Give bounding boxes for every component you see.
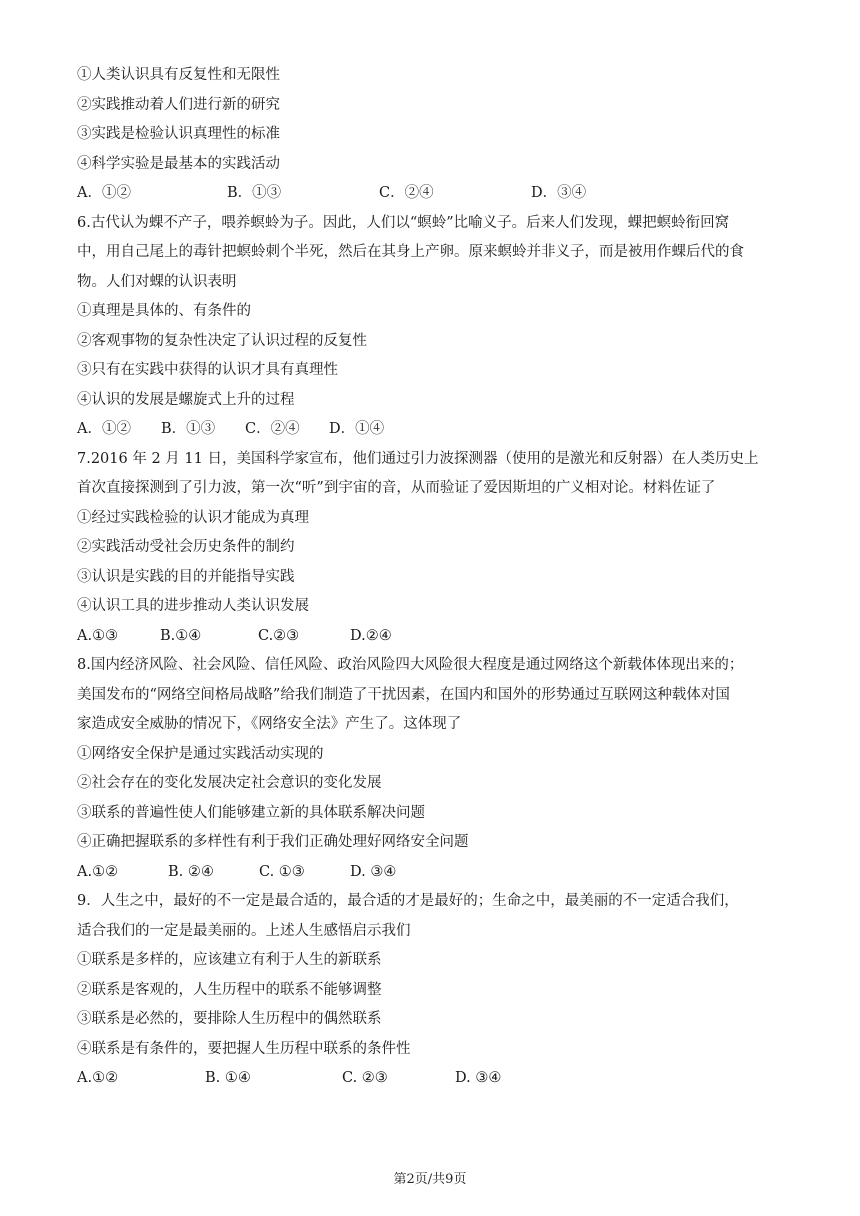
question-6 [77, 209, 787, 445]
q6-stem-line-3: 物。人们对蜾的认识表明 [77, 273, 237, 290]
q9-options [77, 1064, 787, 1094]
q7-stem-line-2: 首次直接探测到了引力波，第一次“听”到宇宙的音，从而验证了爱因斯坦的广义相对论。材料佐证了 [77, 480, 716, 496]
q8-option-a: A.①② [77, 863, 119, 880]
q7-item-4: ④认识工具的进步推动人类认识发展 [77, 598, 309, 614]
q9-item-4: ④联系是有条件的，要把握人生历程中联系的条件性 [77, 1040, 411, 1057]
q8-item-3: ③联系的普遍性使人们能够建立新的具体联系解决问题 [77, 804, 425, 821]
q9-item-2: ②联系是客观的，人生历程中的联系不能够调整 [77, 981, 382, 998]
q9-item-1: ①联系是多样的，应该建立有利于人生的新联系 [77, 952, 382, 968]
question-9 [77, 887, 787, 1094]
question-7 [77, 445, 787, 652]
q5-options [77, 179, 787, 209]
q9-stem-line-2: 适合我们的一定是最美丽的。上述人生感悟启示我们 [77, 922, 411, 939]
q5-item-3: ③实践是检验认识真理性的标准 [77, 126, 280, 142]
q8-stem-line-2: 美国发布的“网络空间格局战略”给我们制造了干扰因素，在国内和国外的形势通过互联网这种载体对国 [77, 686, 730, 703]
q6-option-c: C．②④ [245, 421, 300, 437]
q6-stem-line-1: 6.古代认为蜾不产子，喂养螟蛉为子。因此，人们以“螟蛉”比喻义子。后来人们发现，蜾把螟蛉衔回窝 [77, 214, 730, 231]
q9-option-b: B. ①④ [205, 1070, 251, 1086]
q7-option-c: C.②③ [258, 627, 300, 644]
q5-option-d: D．③④ [531, 185, 587, 201]
q5-item-2: ②实践推动着人们进行新的研究 [77, 96, 280, 113]
q9-option-d: D. ③④ [455, 1070, 502, 1086]
q5-option-c: C．②④ [379, 185, 434, 201]
q8-item-4: ④正确把握联系的多样性有利于我们正确处理好网络安全问题 [77, 834, 469, 850]
q7-stem-line-1: 7.2016 年 2 月 11 日，美国科学家宣布，他们通过引力波探测器（使用的是激光和反射器）在人类历史上 [77, 450, 759, 467]
q6-item-4: ④认识的发展是螺旋式上升的过程 [77, 391, 295, 408]
q7-option-b: B.①④ [160, 627, 202, 644]
q6-option-b: B．①③ [161, 421, 216, 437]
q7-item-1: ①经过实践检验的认识才能成为真理 [77, 509, 309, 526]
q7-options [77, 622, 787, 652]
q9-option-a: A.①② [77, 1070, 119, 1086]
q7-item-2: ②实践活动受社会历史条件的制约 [77, 539, 295, 555]
q7-item-3: ③认识是实践的目的并能指导实践 [77, 568, 295, 585]
q6-options [77, 415, 787, 445]
question-5 [77, 61, 787, 209]
page-footer [0, 1168, 860, 1187]
q8-stem-line-3: 家造成安全威胁的情况下，《网络安全法》产生了。这体现了 [77, 716, 462, 732]
q7-option-d: D.②④ [350, 627, 392, 644]
q8-item-1: ①网络安全保护是通过实践活动实现的 [77, 745, 324, 762]
q6-stem-line-2: 中，用自己尾上的毒针把螟蛉刺个半死，然后在其身上产卵。原来螟蛉并非义子，而是被用作蜾后代的食 [77, 244, 744, 260]
q5-option-b: B．①③ [227, 185, 282, 201]
q8-stem-line-1: 8.国内经济风险、社会风险、信任风险、政治风险四大风险很大程度是通过网络这个新载体体现出来的； [77, 657, 744, 673]
q7-option-a: A.①③ [77, 627, 119, 644]
q8-option-c: C. ①③ [259, 863, 305, 880]
page-number: 第2页/共9页 [393, 1172, 467, 1187]
q9-item-3: ③联系是必然的，要排除人生历程中的偶然联系 [77, 1011, 382, 1027]
q8-options [77, 858, 787, 888]
q6-item-2: ②客观事物的复杂性决定了认识过程的反复性 [77, 332, 367, 349]
q9-stem-line-1: 9．人生之中，最好的不一定是最合适的，最合适的才是最好的；生命之中，最美丽的不一定适合我们， [77, 893, 739, 909]
q9-option-c: C. ②③ [342, 1070, 388, 1086]
page-content [77, 61, 787, 1094]
q6-item-3: ③只有在实践中获得的认识才具有真理性 [77, 362, 338, 378]
q5-item-4: ④科学实验是最基本的实践活动 [77, 155, 280, 172]
q8-option-b: B. ②④ [168, 863, 214, 880]
question-8 [77, 651, 787, 887]
q8-item-2: ②社会存在的变化发展决定社会意识的变化发展 [77, 775, 382, 791]
q5-option-a: A．①② [77, 185, 131, 201]
q6-item-1: ①真理是具体的、有条件的 [77, 303, 251, 319]
q5-item-1: ①人类认识具有反复性和无限性 [77, 67, 280, 83]
q6-option-a: A．①② [77, 421, 131, 437]
q6-option-d: D．①④ [329, 421, 385, 437]
q8-option-d: D. ③④ [350, 863, 397, 880]
